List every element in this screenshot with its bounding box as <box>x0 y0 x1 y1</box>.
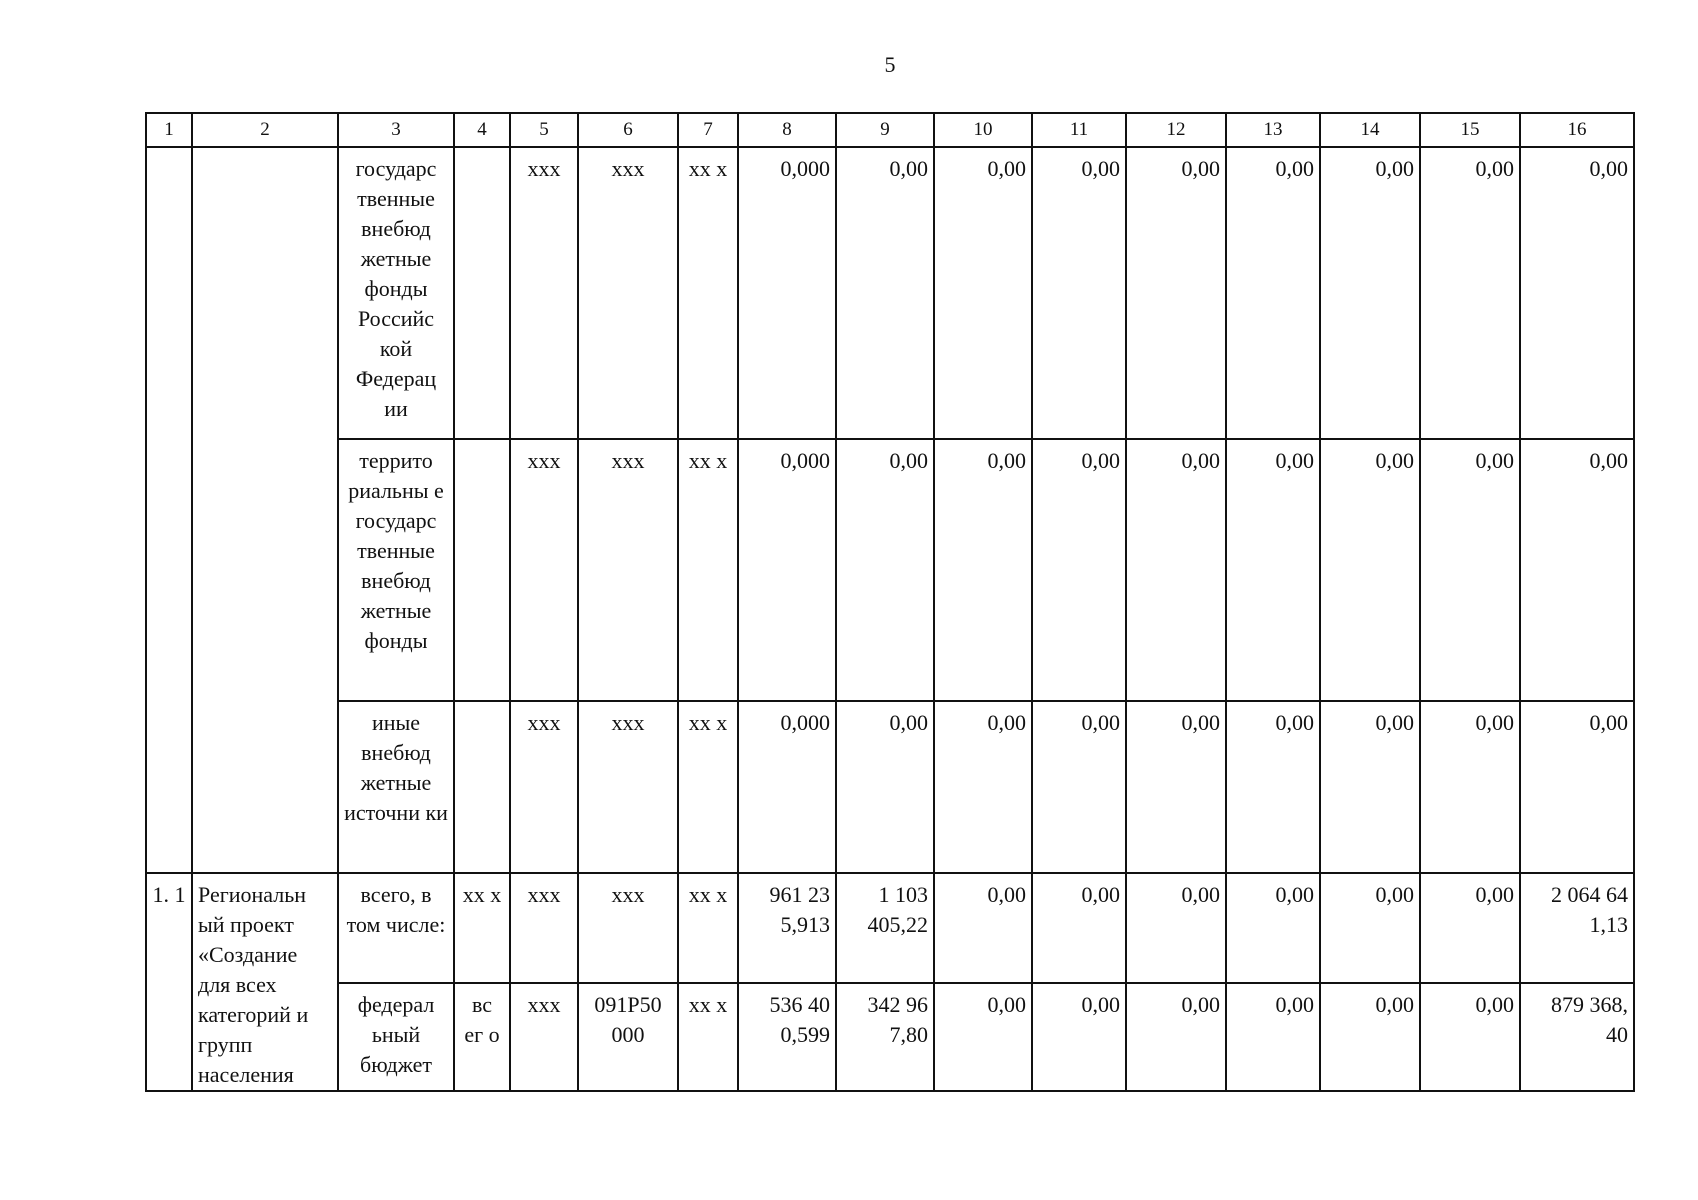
value-cell: 0,00 <box>1126 873 1226 983</box>
value-cell: 0,00 <box>1420 701 1520 873</box>
row-name-cell <box>192 147 338 873</box>
cell <box>454 701 510 873</box>
value-cell: 342 96 7,80 <box>836 983 934 1091</box>
source-cell: федерал ьный бюджет <box>338 983 454 1091</box>
header-cell: 14 <box>1320 113 1420 147</box>
value-cell: 0,00 <box>1320 983 1420 1091</box>
cell: xxx <box>510 983 578 1091</box>
value-cell: 0,00 <box>1226 147 1320 439</box>
value-cell: 0,00 <box>934 147 1032 439</box>
header-cell: 7 <box>678 113 738 147</box>
cell: xxx <box>510 147 578 439</box>
value-cell: 0,00 <box>1320 701 1420 873</box>
header-cell: 6 <box>578 113 678 147</box>
value-cell: 0,00 <box>934 873 1032 983</box>
value-cell: 0,00 <box>1420 873 1520 983</box>
cell: xx x <box>678 983 738 1091</box>
value-cell: 0,00 <box>1520 147 1634 439</box>
source-cell: террито риальны е государс твенные внебюд жетные фонды <box>338 439 454 701</box>
cell: xxx <box>578 873 678 983</box>
value-cell: 0,00 <box>934 983 1032 1091</box>
row-number-cell: 1. 1 <box>146 873 192 1091</box>
value-cell: 0,00 <box>1226 439 1320 701</box>
source-cell: иные внебюд жетные источни ки <box>338 701 454 873</box>
header-cell: 5 <box>510 113 578 147</box>
value-cell: 0,00 <box>1126 147 1226 439</box>
value-cell: 961 23 5,913 <box>738 873 836 983</box>
value-cell: 0,000 <box>738 701 836 873</box>
value-cell: 0,00 <box>1420 439 1520 701</box>
header-cell: 9 <box>836 113 934 147</box>
cell: xx x <box>678 439 738 701</box>
header-cell: 13 <box>1226 113 1320 147</box>
header-cell: 1 <box>146 113 192 147</box>
value-cell: 0,00 <box>1226 983 1320 1091</box>
value-cell: 0,00 <box>1126 983 1226 1091</box>
value-cell: 0,00 <box>1032 147 1126 439</box>
table-row <box>146 701 1634 873</box>
value-cell: 0,000 <box>738 439 836 701</box>
header-row <box>146 113 1634 147</box>
value-cell: 0,00 <box>1126 701 1226 873</box>
value-cell: 0,00 <box>836 439 934 701</box>
cell: xxx <box>578 439 678 701</box>
header-cell: 8 <box>738 113 836 147</box>
value-cell: 0,00 <box>1032 873 1126 983</box>
cell: xx x <box>454 873 510 983</box>
cell: xxx <box>578 701 678 873</box>
value-cell: 0,00 <box>1126 439 1226 701</box>
value-cell: 0,00 <box>1226 701 1320 873</box>
value-cell: 0,00 <box>934 439 1032 701</box>
cell: вс ег о <box>454 983 510 1091</box>
cell: xx x <box>678 147 738 439</box>
value-cell: 0,00 <box>934 701 1032 873</box>
value-cell: 1 103 405,22 <box>836 873 934 983</box>
source-cell: государс твенные внебюд жетные фонды Российс кой Федерац ии <box>338 147 454 439</box>
budget-table <box>145 112 1635 1092</box>
cell: xx x <box>678 873 738 983</box>
header-cell: 16 <box>1520 113 1634 147</box>
value-cell: 536 40 0,599 <box>738 983 836 1091</box>
header-cell: 2 <box>192 113 338 147</box>
cell <box>454 147 510 439</box>
source-cell: всего, в том числе: <box>338 873 454 983</box>
header-cell: 3 <box>338 113 454 147</box>
table-row <box>146 147 1634 439</box>
page-number: 5 <box>884 52 896 77</box>
cell: xxx <box>510 701 578 873</box>
table-row <box>146 439 1634 701</box>
value-cell: 0,000 <box>738 147 836 439</box>
value-cell: 0,00 <box>1320 873 1420 983</box>
row-name-cell: Региональн ый проект «Создание для всех категорий и групп населения <box>192 873 338 1091</box>
value-cell: 0,00 <box>1226 873 1320 983</box>
value-cell: 0,00 <box>1320 439 1420 701</box>
value-cell: 0,00 <box>836 147 934 439</box>
value-cell: 0,00 <box>1520 701 1634 873</box>
cell: xx x <box>678 701 738 873</box>
table-row <box>146 873 1634 983</box>
value-cell: 879 368, 40 <box>1520 983 1634 1091</box>
header-cell: 15 <box>1420 113 1520 147</box>
cell: xxx <box>578 147 678 439</box>
cell: xxx <box>510 439 578 701</box>
header-cell: 12 <box>1126 113 1226 147</box>
value-cell: 0,00 <box>836 701 934 873</box>
value-cell: 2 064 64 1,13 <box>1520 873 1634 983</box>
header-cell: 10 <box>934 113 1032 147</box>
row-number-cell <box>146 147 192 873</box>
value-cell: 0,00 <box>1320 147 1420 439</box>
table-row <box>146 983 1634 1091</box>
header-cell: 11 <box>1032 113 1126 147</box>
cell <box>454 439 510 701</box>
value-cell: 0,00 <box>1032 701 1126 873</box>
value-cell: 0,00 <box>1520 439 1634 701</box>
cell: xxx <box>510 873 578 983</box>
value-cell: 0,00 <box>1032 439 1126 701</box>
value-cell: 0,00 <box>1032 983 1126 1091</box>
cell: 091P50 000 <box>578 983 678 1091</box>
value-cell: 0,00 <box>1420 983 1520 1091</box>
header-cell: 4 <box>454 113 510 147</box>
value-cell: 0,00 <box>1420 147 1520 439</box>
